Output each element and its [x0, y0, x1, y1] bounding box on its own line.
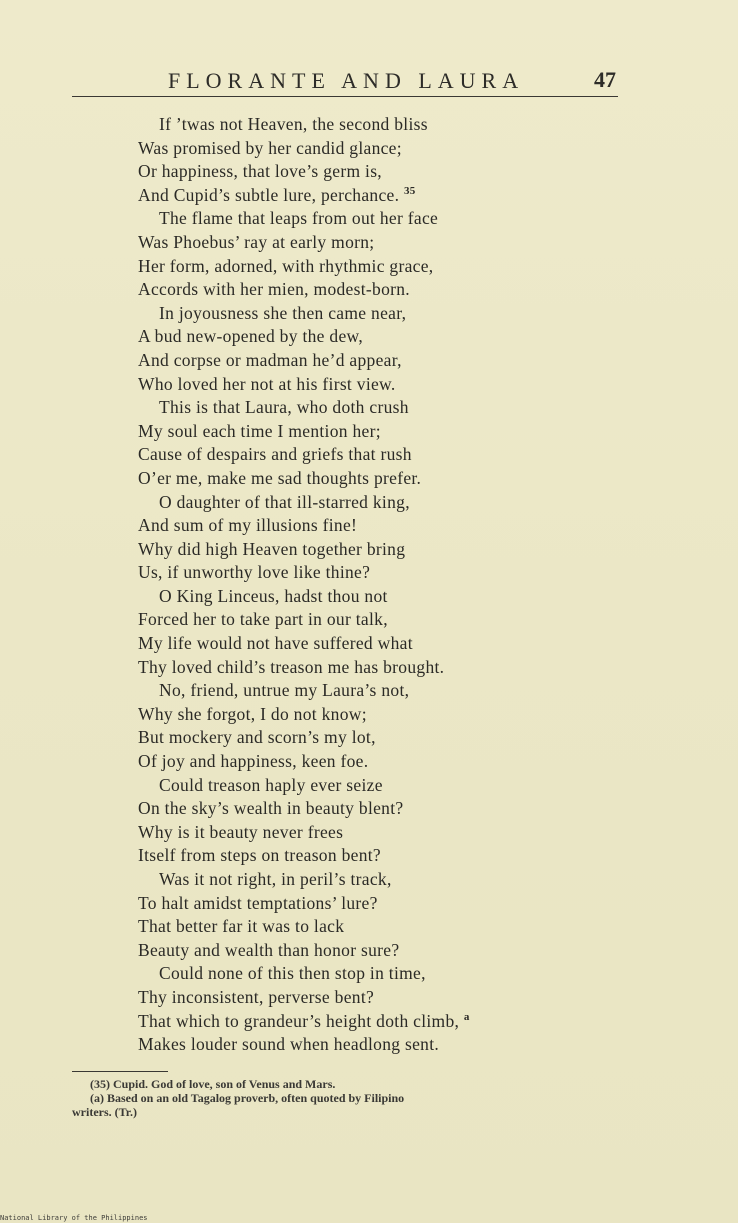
poem-line-text: Thy loved child’s treason me has brought. [138, 656, 445, 677]
footnote-rule [72, 1071, 168, 1072]
poem-line-text: And sum of my illusions fine! [138, 515, 358, 536]
poem-line [138, 349, 618, 373]
poem-line [138, 491, 618, 515]
footnote-reference: a [463, 1010, 470, 1023]
poem-line [138, 892, 618, 916]
poem-line [138, 113, 618, 137]
poem-line [138, 844, 618, 868]
poem-line-text: Who loved her not at his first view. [138, 373, 396, 394]
poem-line-text: O daughter of that ill-starred king, [159, 491, 410, 512]
poem-line-text: But mockery and scorn’s my lot, [138, 727, 376, 748]
poem-line [138, 160, 618, 184]
footnote-reference: 35 [403, 184, 416, 197]
poem-line [138, 137, 618, 161]
poem-line-text: If ’twas not Heaven, the second bliss [159, 114, 428, 134]
poem-line-text: Makes louder sound when headlong sent. [138, 1034, 440, 1055]
poem-line-text: Us, if unworthy love like thine? [138, 562, 371, 583]
poem-line-text: O King Linceus, hadst thou not [159, 585, 388, 606]
poem-line-text: Was Phoebus’ ray at early morn; [138, 231, 375, 252]
poem-line [138, 821, 618, 845]
poem-line [138, 1033, 618, 1057]
poem-line-text: Could none of this then stop in time, [159, 963, 426, 984]
poem-line-text: Itself from steps on treason bent? [138, 845, 381, 866]
poem-line [138, 420, 618, 444]
poem-line [138, 656, 618, 680]
poem-line [138, 726, 618, 750]
poem-line [138, 467, 618, 491]
poem-line-text: And corpse or madman he’d appear, [138, 349, 402, 370]
library-credit: National Library of the Philippines [0, 1214, 148, 1222]
poem-line-text: Why she forgot, I do not know; [138, 703, 367, 724]
poem-line [138, 302, 618, 326]
footnotes [72, 1077, 632, 1119]
poem-line [138, 585, 618, 609]
poem-line-text: Why did high Heaven together bring [138, 538, 406, 559]
poem-line-text: Cause of despairs and griefs that rush [138, 444, 412, 465]
poem-line [138, 962, 618, 986]
poem-line-text: Was it not right, in peril’s track, [159, 869, 392, 889]
poem-line [138, 231, 618, 255]
poem-line-text: On the sky’s wealth in beauty blent? [138, 798, 404, 819]
poem-line [138, 538, 618, 562]
poem-line-text: O’er me, make me sad thoughts prefer. [138, 467, 422, 488]
poem-line [138, 986, 618, 1010]
poem-line [138, 797, 618, 821]
poem-line [138, 632, 618, 656]
poem-line-text: In joyousness she then came near, [159, 302, 407, 323]
poem-line-text: My life would not have suffered what [138, 633, 413, 654]
running-title: FLORANTE AND LAURA [168, 68, 525, 93]
poem-line [138, 514, 618, 538]
poem-line-text: Forced her to take part in our talk, [138, 609, 388, 630]
poem-line-text: Of joy and happiness, keen foe. [138, 751, 369, 772]
poem-line [138, 774, 618, 798]
poem-line [138, 207, 618, 231]
footnote-35: (35) Cupid. God of love, son of Venus and Mars. [90, 1077, 336, 1091]
poem-line-text: No, friend, untrue my Laura’s not, [159, 680, 410, 701]
poem-line [138, 561, 618, 585]
poem-line [138, 939, 618, 963]
page-number: 47 [594, 67, 616, 92]
poem-line-text: That better far it was to lack [138, 916, 345, 937]
poem-line-text: Beauty and wealth than honor sure? [138, 939, 400, 960]
poem-line [138, 1010, 618, 1034]
poem-line [138, 255, 618, 279]
poem-line [138, 184, 618, 208]
poem-line [138, 868, 618, 892]
poem-line-text: The flame that leaps from out her face [159, 208, 439, 229]
poem-line-text: A bud new-opened by the dew, [138, 326, 363, 347]
page-header [72, 68, 620, 98]
poem-line-text: Was promised by her candid glance; [138, 137, 402, 158]
poem-line-text: Could treason haply ever seize [159, 774, 383, 795]
footnote-a: (a) Based on an old Tagalog proverb, often quoted by Filipino [90, 1091, 405, 1105]
poem-line-text: And Cupid’s subtle lure, perchance. [138, 184, 400, 205]
poem-line-text: Her form, adorned, with rhythmic grace, [138, 255, 434, 276]
poem-line-text: Thy inconsistent, perverse bent? [138, 986, 375, 1007]
poem-line-text: That which to grandeur’s height doth climb, [138, 1010, 460, 1031]
header-rule [72, 96, 618, 97]
poem-line-text: This is that Laura, who doth crush [159, 397, 409, 418]
poem-line [138, 373, 618, 397]
poem-line [138, 703, 618, 727]
poem-line [138, 443, 618, 467]
poem-line-text: To halt amidst temptations’ lure? [138, 892, 378, 913]
poem-line-text: Accords with her mien, modest-born. [138, 279, 410, 300]
poem-line [138, 750, 618, 774]
poem-line-text: My soul each time I mention her; [138, 420, 381, 441]
footnote-a-continued: writers. (Tr.) [72, 1105, 137, 1119]
poem-text [138, 113, 618, 1057]
poem-line [138, 325, 618, 349]
poem-line [138, 278, 618, 302]
poem-line [138, 608, 618, 632]
poem-line [138, 679, 618, 703]
poem-line [138, 396, 618, 420]
poem-line-text: Why is it beauty never frees [138, 821, 344, 842]
poem-line [138, 915, 618, 939]
poem-line-text: Or happiness, that love’s germ is, [138, 161, 382, 182]
